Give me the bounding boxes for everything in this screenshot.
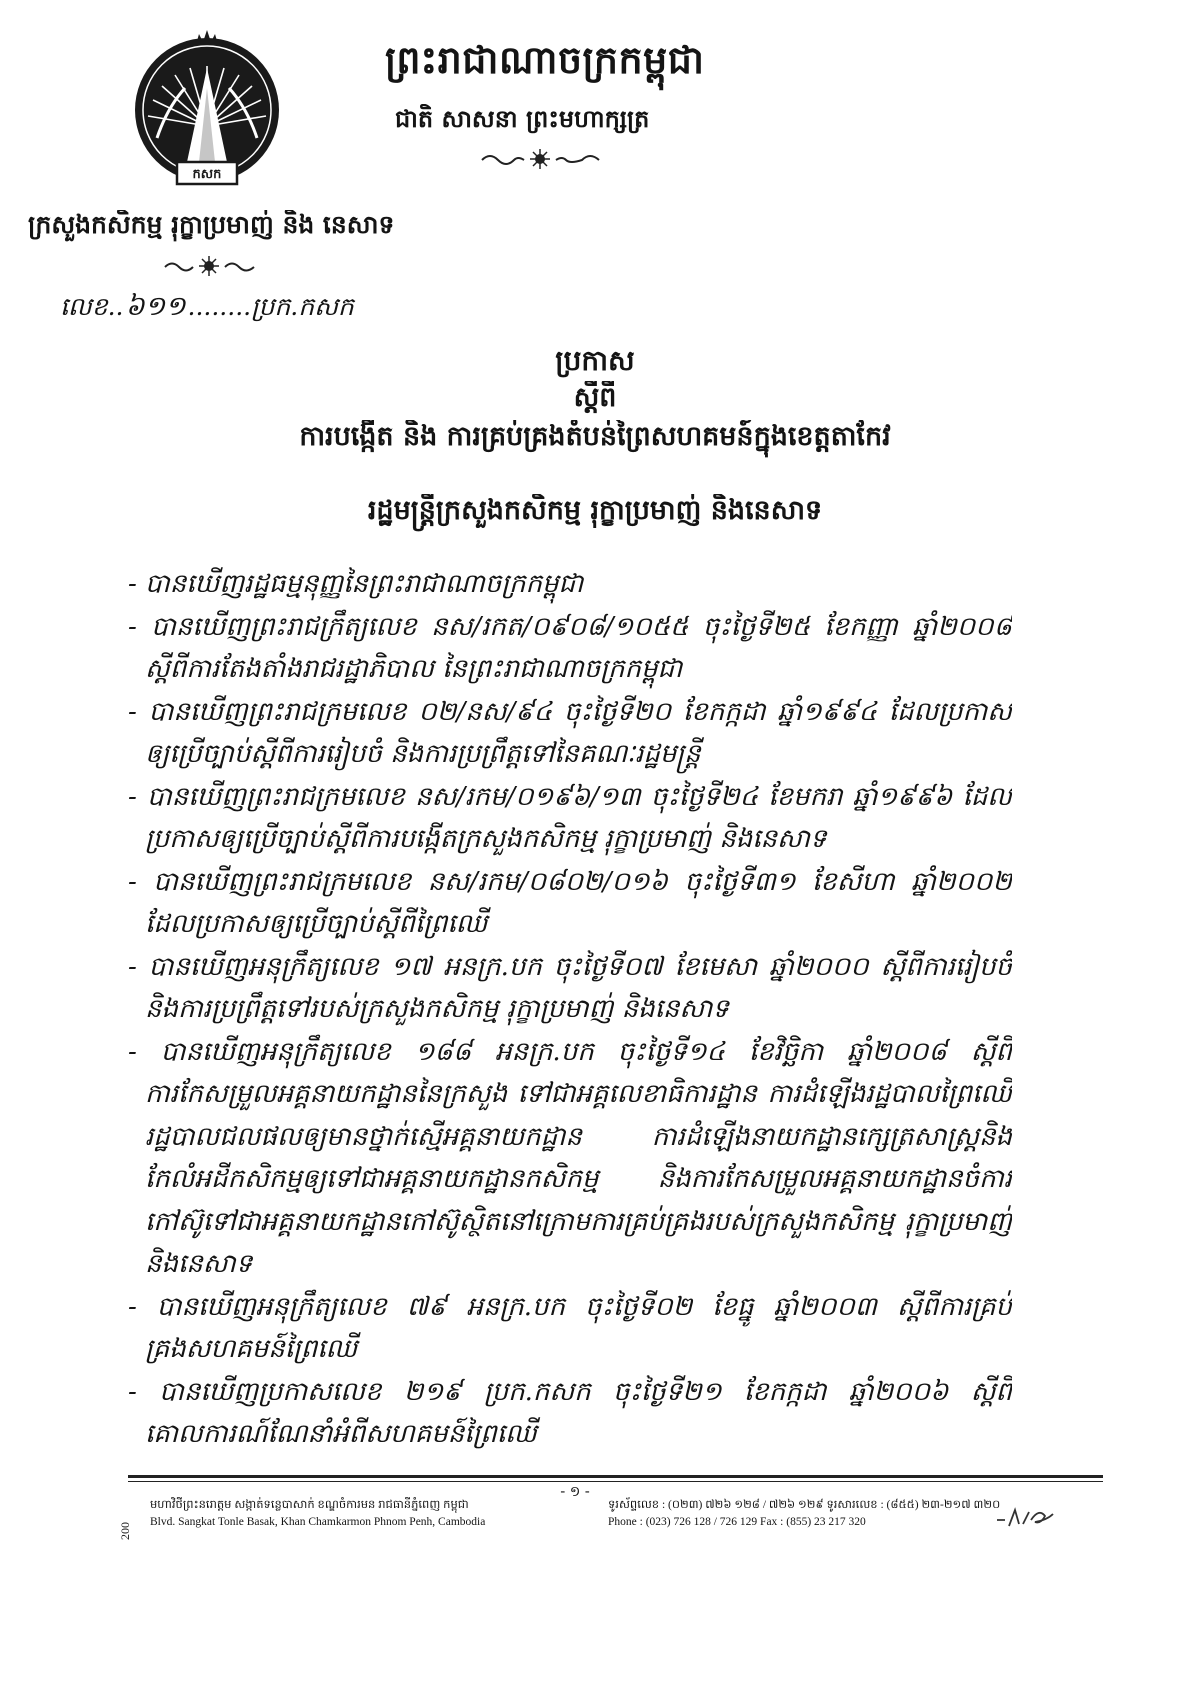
handwritten-initials (995, 1506, 1055, 1530)
ministry-emblem-icon (127, 28, 287, 193)
recital-item: - បានឃើញព្រះរាជក្រមលេខ ០២/នស/៩៤ ចុះថ្ងៃទី២០ ខែកក្កដា ឆ្នាំ១៩៩៤ ដែលប្រកាសឲ្យប្រើច្បាប់ស្តីពីការរៀបចំ និងការប្រព្រឹត្តទៅនៃគណៈរដ្ឋមន្ត្រី (128, 696, 1012, 769)
footer-divider (128, 1475, 1103, 1478)
recital-item: - បានឃើញអនុក្រឹត្យលេខ ១៨៨ អនក្រ.បក ចុះថ្ងៃទី១៤ ខែវិច្ឆិកា ឆ្នាំ២០០៨ ស្តីពីការកែសម្រួលអគ្គនាយកដ្ឋាននៃក្រសួង ទៅជាអគ្គលេខាធិការដ្ឋាន ការដំឡើងរដ្ឋបាលព្រៃឈើ រដ្ឋបាលជលផលឲ្យមានថ្នាក់ស្មើអគ្គនាយកដ្ឋាន ការដំឡើងនាយកដ្ឋានក្សេត្រសាស្ត្រនិងកែលំអដីកសិកម្មឲ្យទៅជាអគ្គនាយកដ្ឋានកសិកម្ម និងការកែសម្រួលអគ្គនាយកដ្ឋានចំការកៅស៊ូទៅជាអគ្គនាយកដ្ឋានកៅស៊ូស្ថិតនៅក្រោមការគ្រប់គ្រងរបស់ក្រសួងកសិកម្ម រុក្ខាប្រមាញ់ និងនេសាទ (128, 1036, 1012, 1279)
recital-item: - បានឃើញរដ្ឋធម្មនុញ្ញនៃព្រះរាជាណាចក្រកម្ពុជា (128, 569, 584, 599)
document-type-title: ប្រកាស (555, 344, 635, 377)
footer-phone-khmer: ទូរស័ព្ទលេខ : (០២៣) ៧២៦ ១២៨ / ៧២៦ ១២៩ ទូរសារលេខ : (៨៥៥) ២៣-២១៧ ៣២០ (608, 1499, 1001, 1511)
reference-dots: ........ (187, 292, 252, 321)
ornament-flourish-icon (478, 148, 603, 170)
national-motto: ជាតិ សាសនា ព្រះមហាក្សត្រ (395, 104, 650, 133)
recitals-list (128, 563, 1012, 1468)
ornament-flourish-icon (162, 255, 257, 277)
kingdom-heading: ព្រះរាជាណាចក្រកម្ពុជា (385, 37, 705, 82)
reference-label: លេខ (60, 292, 108, 321)
footer-phone-english: Phone : (023) 726 128 / 726 129 Fax : (855) 23 217 320 (608, 1516, 866, 1528)
footer-address-english: Blvd. Sangkat Tonle Basak, Khan Chamkarmon Phnom Penh, Cambodia (150, 1516, 486, 1528)
recital-item: - បានឃើញអនុក្រឹត្យលេខ ៧៩ អនក្រ.បក ចុះថ្ងៃទី០២ ខែធ្នូ ឆ្នាំ២០០៣ ស្តីពីការគ្រប់គ្រងសហគមន៍ព្រៃឈើ (128, 1291, 1012, 1364)
emblem-caption: កសក (192, 167, 222, 182)
recital-item: - បានឃើញព្រះរាជក្រមលេខ នស/រកម/០១៩៦/១៣ ចុះថ្ងៃទី២៤ ខែមករា ឆ្នាំ១៩៩៦ ដែលប្រកាសឲ្យប្រើច្បាប់ស្តីពីការបង្កើតក្រសួងកសិកម្ម រុក្ខាប្រមាញ់ និងនេសាទ (128, 781, 1012, 854)
ministry-name: ក្រសួងកសិកម្ម រុក្ខាប្រមាញ់ និង នេសាទ (28, 210, 395, 239)
document-subject: ការបង្កើត និង ការគ្រប់គ្រងតំបន់ព្រៃសហគមន៍ក្នុងខេត្តតាកែវ (299, 421, 891, 452)
footer-address-khmer: មហាវិថីព្រះនរោត្តម សង្កាត់ទន្លេបាសាក់ ខណ្ឌចំការមន រាជធានីភ្នំពេញ កម្ពុជា (150, 1499, 469, 1511)
recital-item: - បានឃើញព្រះរាជក្រឹត្យលេខ នស/រកត/០៩០៨/១០៥៥ ចុះថ្ងៃទី២៥ ខែកញ្ញា ឆ្នាំ២០០៨ ស្តីពីការតែងតាំងរាជរដ្ឋាភិបាល នៃព្រះរាជាណាចក្រកម្ពុជា (128, 611, 1012, 684)
reference-number-line (60, 290, 390, 329)
reference-number-handwritten: ៦១១ (125, 291, 186, 322)
recital-item: - បានឃើញប្រកាសលេខ ២១៩ ប្រក.កសក ចុះថ្ងៃទី២១ ខែកក្កដា ឆ្នាំ២០០៦ ស្តីពីគោលការណ៍ណែនាំអំពីសហគមន៍ព្រៃឈើ (128, 1376, 1012, 1449)
concerning-label: ស្តីពី (573, 382, 617, 413)
recital-item: - បានឃើញអនុក្រឹត្យលេខ ១៧ អនក្រ.បក ចុះថ្ងៃទី០៧ ខែមេសា ឆ្នាំ២០០០ ស្តីពីការរៀបចំ និងការប្រព្រឹត្តទៅរបស់ក្រសួងកសិកម្ម រុក្ខាប្រមាញ់ និងនេសាទ (128, 951, 1012, 1024)
recital-item (128, 1466, 1012, 1469)
page-number: - ១ - (540, 1482, 610, 1503)
reference-suffix: ប្រក.កសក (251, 292, 354, 321)
reference-dots: .. (107, 292, 124, 321)
recital-item: - បានឃើញព្រះរាជក្រមលេខ នស/រកម/០៨០២/០១៦ ចុះថ្ងៃទី៣១ ខែសីហា ឆ្នាំ២០០២ ដែលប្រកាសឲ្យប្រើច្បាប់ស្តីពីព្រៃឈើ (128, 866, 1012, 939)
margin-note: 200 (118, 1522, 132, 1540)
issuing-authority: រដ្ឋមន្ត្រីក្រសួងកសិកម្ម រុក្ខាប្រមាញ់ និងនេសាទ (367, 495, 823, 526)
footer-divider (128, 1481, 1103, 1482)
